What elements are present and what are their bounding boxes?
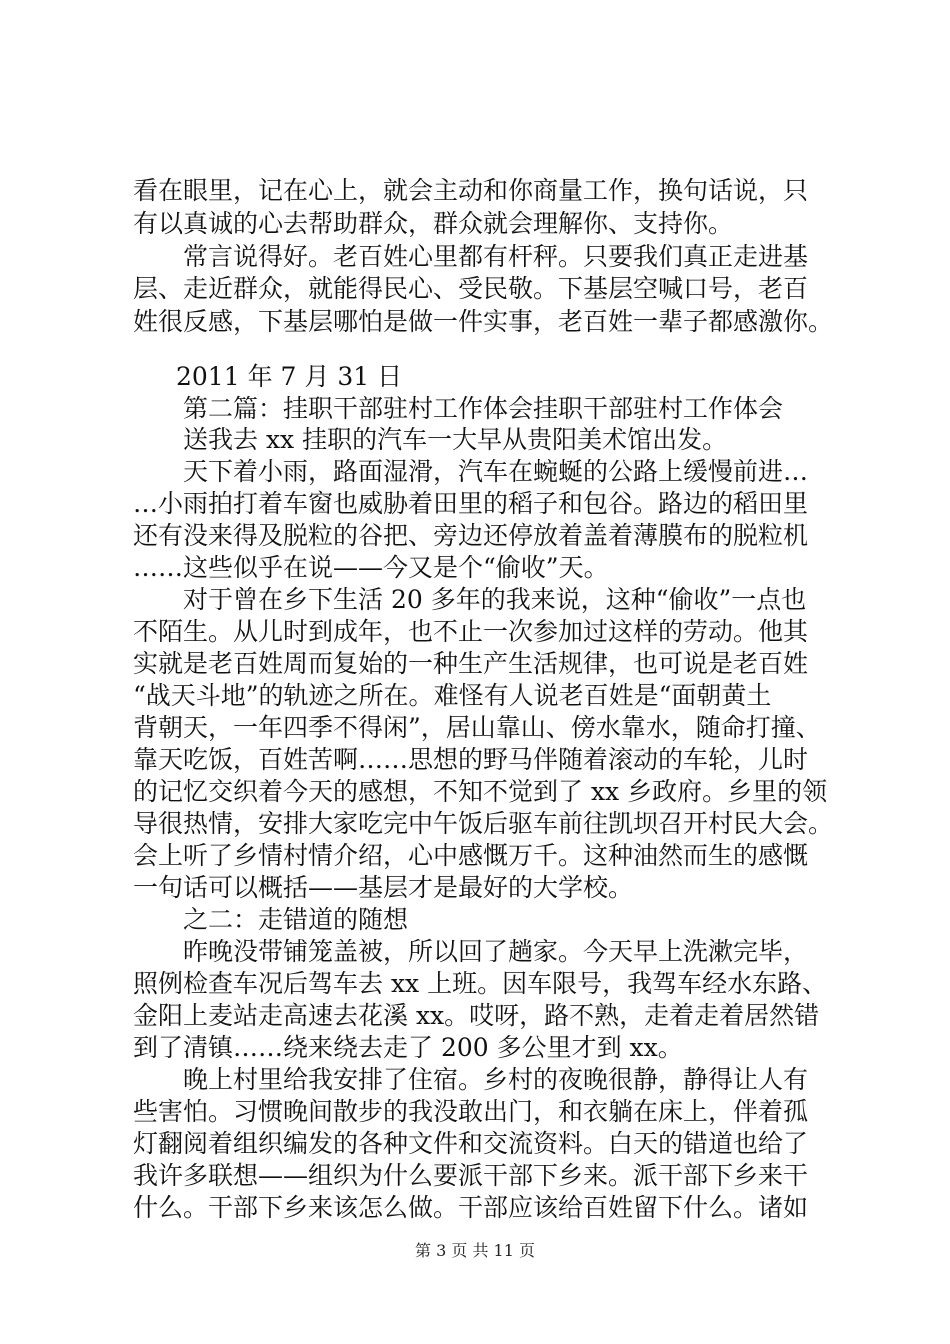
- text-line: “战天斗地”的轨迹之所在。难怪有人说老百姓是“面朝黄土: [133, 681, 772, 710]
- text-line: 还有没来得及脱粒的谷把、旁边还停放着盖着薄膜布的脱粒机: [133, 521, 809, 550]
- text-line: 姓很反感，下基层哪怕是做一件实事，老百姓一辈子都感激你。: [133, 307, 833, 336]
- text-line: 昨晚没带铺笼盖被，所以回了趟家。今天早上洗漱完毕，: [183, 937, 809, 966]
- text-line: 常言说得好。老百姓心里都有杆秤。只要我们真正走进基: [183, 242, 809, 271]
- subsection-heading: 之二：走错道的随想: [183, 905, 409, 934]
- text-line: 对于曾在乡下生活 20 多年的我来说，这种“偷收”一点也: [183, 585, 807, 614]
- text-line: 有以真诚的心去帮助群众，群众就会理解你、支持你。: [133, 209, 734, 238]
- text-line: …小雨拍打着车窗也威胁着田里的稻子和包谷。路边的稻田里: [133, 489, 809, 518]
- text-line: 天下着小雨，路面湿滑，汽车在蜿蜒的公路上缓慢前进…: [183, 457, 809, 486]
- text-line: ……这些似乎在说——今又是个“偷收”天。: [133, 553, 609, 582]
- text-line: 层、走近群众，就能得民心、受民敬。下基层空喊口号，老百: [133, 274, 809, 303]
- text-line: 看在眼里，记在心上，就会主动和你商量工作，换句话说，只: [133, 176, 809, 205]
- date-line: 2011 年 7 月 31 日: [176, 362, 403, 391]
- text-line: 晚上村里给我安排了住宿。乡村的夜晚很静，静得让人有: [183, 1065, 809, 1094]
- page-footer: 第 3 页 共 11 页: [415, 1241, 535, 1260]
- text-line: 导很热情，安排大家吃完中午饭后驱车前往凯坝召开村民大会。: [133, 809, 833, 838]
- text-line: 到了清镇……绕来绕去走了 200 多公里才到 xx。: [133, 1033, 683, 1062]
- section-heading: 第二篇：挂职干部驻村工作体会挂职干部驻村工作体会: [183, 394, 784, 423]
- text-line: 些害怕。习惯晚间散步的我没敢出门，和衣躺在床上，伴着孤: [133, 1097, 809, 1126]
- text-line: 金阳上麦站走高速去花溪 xx。哎呀，路不熟，走着走着居然错: [133, 1001, 820, 1030]
- text-line: 照例检查车况后驾车去 xx 上班。因车限号，我驾车经水东路、: [133, 969, 828, 998]
- text-line: 什么。干部下乡来该怎么做。干部应该给百姓留下什么。诸如: [133, 1193, 809, 1222]
- text-line: 一句话可以概括——基层才是最好的大学校。: [133, 873, 634, 902]
- text-line: 灯翻阅着组织编发的各种文件和交流资料。白天的错道也给了: [133, 1129, 809, 1158]
- text-line: 实就是老百姓周而复始的一种生产生活规律，也可说是老百姓: [133, 649, 809, 678]
- text-line: 的记忆交织着今天的感想，不知不觉到了 xx 乡政府。乡里的领: [133, 777, 828, 806]
- text-line: 会上听了乡情村情介绍，心中感慨万千。这种油然而生的感慨: [133, 841, 809, 870]
- text-line: 不陌生。从儿时到成年，也不止一次参加过这样的劳动。他其: [133, 617, 809, 646]
- text-line: 我许多联想——组织为什么要派干部下乡来。派干部下乡来干: [133, 1161, 809, 1190]
- text-line: 送我去 xx 挂职的汽车一大早从贵阳美术馆出发。: [183, 425, 728, 454]
- text-line: 靠天吃饭，百姓苦啊……思想的野马伴随着滚动的车轮，儿时: [133, 745, 809, 774]
- text-line: 背朝天，一年四季不得闲”，居山靠山、傍水靠水，随命打撞、: [133, 713, 821, 742]
